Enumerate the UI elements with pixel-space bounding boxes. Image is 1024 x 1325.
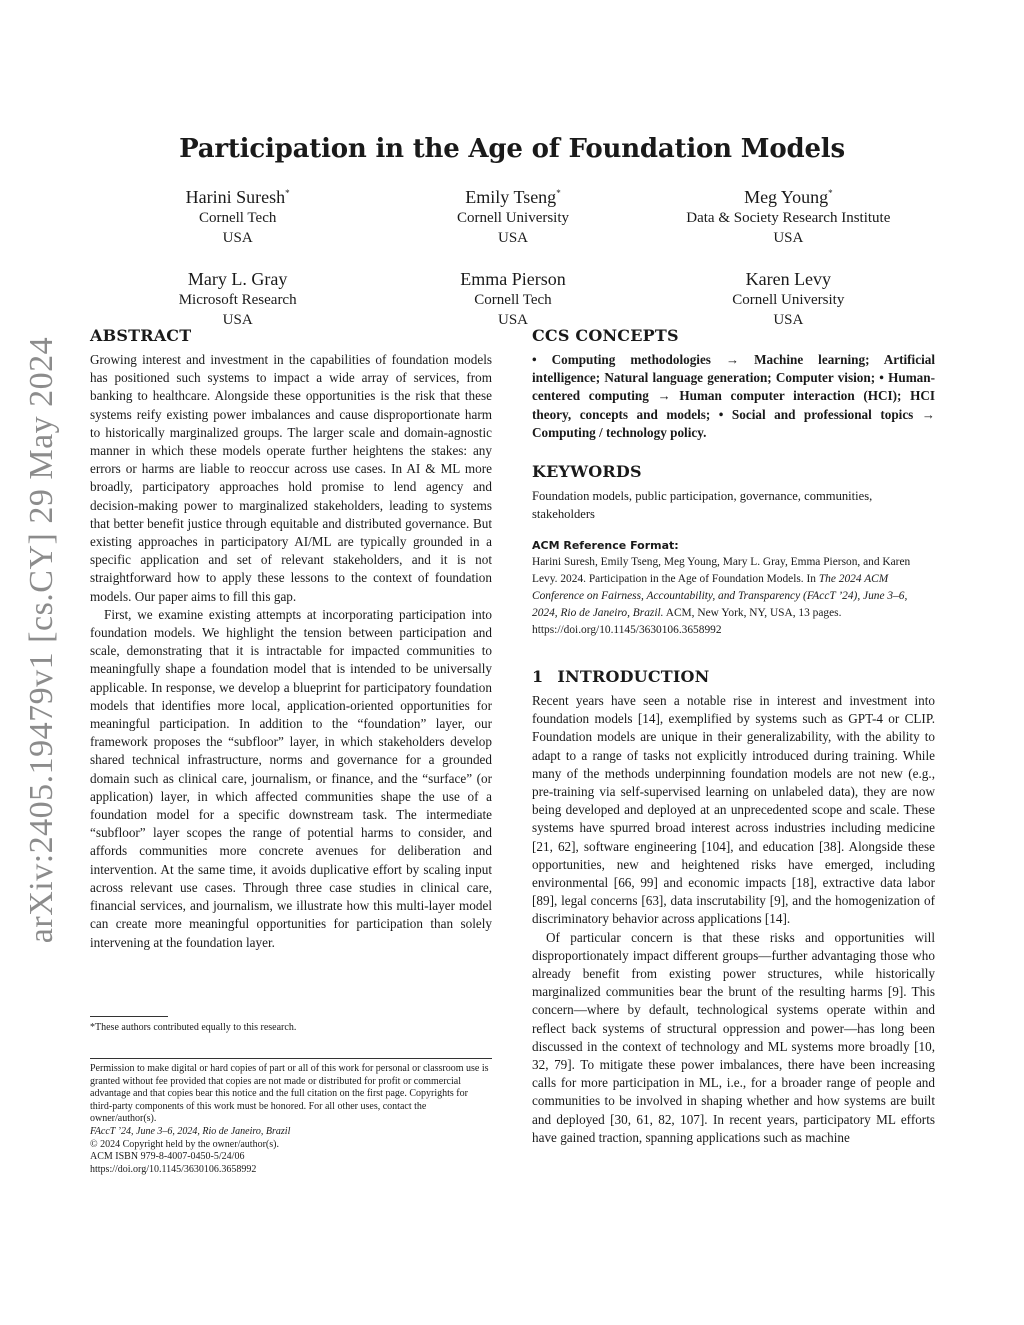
abstract-paragraph-1: Growing interest and investment in the capabilities of foundation models has positioned such systems to impact a wide array of services, from banking to healthcare. Alongside these opportunities is the risk that these systems reify existing power imbalances and cause disproportionate harm to historically marginalized groups. The larger scale and domain-agnostic manner in which these models operate further heightens the stakes: any errors or harms are liable to reoccur across use cases. In AI & ML more broadly, participatory approaches hold promise to lend agency and decision-making power to marginalized stakeholders, leading to systems that better benefit justice through equitable and distributed governance. But existing approaches in participatory AI/ML are typically grounded in a specific application and set of relevant stakeholders, and it is not straightforward how to apply these lessons to the context of foundation models. Our paper aims to fill this gap.: [90, 352, 492, 604]
equal-contribution-mark: *: [828, 188, 833, 198]
footnote-rule: [90, 1016, 168, 1017]
copyright-line: © 2024 Copyright held by the owner/author(s).: [90, 1138, 279, 1150]
section-title: INTRODUCTION: [557, 667, 710, 687]
right-column: [532, 326, 935, 1147]
author-affiliation: Cornell Tech: [474, 292, 552, 308]
author-country: USA: [497, 312, 528, 328]
permission-block: [90, 1063, 492, 1176]
acm-reference-heading: ACM Reference Format:: [532, 539, 679, 553]
introduction-paragraph-1: Recent years have seen a notable rise in interest and investment into foundation models [14], exemplified by systems such as GPT-4 or CLIP. Foundation models are unique in their generalizability, with the ability to adapt to a range of tasks not explicitly introduced during training. While many of the methods underpinning foundation models are not new (e.g., pre-training via self-supervised learning on unlabeled data), they are now being developed and deployed at an unprecedented scope and scale. These systems have spurred broad interest across industries including medicine [21, 62], software engineering [104], and education [38]. Alongside these opportunities, new and heightened risks have emerged, including environmental [66, 99] and economic impacts [18], extractive data labor [89], legal concerns [63], data inscrutability [9], and the homogenization of discriminatory behavior across applications [14].: [532, 693, 935, 927]
author-card: [651, 182, 926, 248]
author-card: [100, 182, 375, 248]
keywords-text: Foundation models, public participation, governance, communities, stakeholders: [532, 489, 873, 522]
isbn-line: ACM ISBN 979-8-4007-0450-5/24/06: [90, 1151, 245, 1163]
ccs-concepts-text: • Computing methodologies → Machine learning; Artificial intelligence; Natural language generation; Computer vision; • Human-centered computing → Human computer interaction (HCI); HCI theory, concepts and models; • Social and professional topics → Computing / technology policy.: [532, 352, 935, 440]
author-name: Emma Pierson: [460, 269, 566, 289]
author-name: Meg Young: [744, 187, 829, 207]
author-country: USA: [497, 230, 528, 246]
acm-reference-text: [532, 554, 935, 639]
keywords-heading: KEYWORDS: [532, 462, 642, 482]
author-name: Karen Levy: [745, 269, 832, 289]
author-card: [651, 264, 926, 330]
author-country: USA: [222, 230, 253, 246]
reference-venue: The 2024 ACM Conference on Fairness, Accountability, and Transparency (FAccT ’24), June 3–6, 2024, Rio de Janeiro, Brazil.: [532, 573, 908, 620]
author-name: Mary L. Gray: [187, 269, 288, 289]
author-affiliation: Cornell Tech: [198, 210, 277, 226]
equal-contribution-mark: *: [556, 188, 561, 198]
ccs-heading: CCS CONCEPTS: [532, 326, 679, 345]
permission-text: Permission to make digital or hard copies of part or all of this work for personal or classroom use is granted without fee provided that copies are not made or distributed for profit or commercial advantage and that copies bear this notice and the full citation on the first page. Copyrights for third-party components of this work must be honored. For all other uses, contact the owner/author(s).: [90, 1063, 489, 1125]
author-affiliation: Cornell University: [456, 210, 570, 226]
permission-rule: [90, 1058, 492, 1059]
abstract-heading: ABSTRACT: [90, 326, 192, 345]
author-card: [375, 264, 650, 330]
arxiv-identifier[interactable]: arXiv:2405.19479v1 [cs.CY] 29 May 2024: [23, 336, 61, 944]
author-country: USA: [222, 312, 253, 328]
reference-authors: Harini Suresh, Emily Tseng, Meg Young, Mary L. Gray, Emma Pierson, and Karen Levy. 2024. Participation in the Age of Foundation Models. In: [532, 556, 911, 586]
author-card: [375, 182, 650, 248]
reference-publisher: ACM, New York, NY, USA, 13 pages. https://doi.org/10.1145/3630106.3658992: [532, 607, 842, 637]
conference-venue: FAccT ’24, June 3–6, 2024, Rio de Janeiro, Brazil: [90, 1125, 291, 1137]
author-affiliation: Cornell University: [732, 292, 845, 308]
arxiv-side-stamp: [12, 336, 72, 944]
acm-reference-block: [532, 539, 935, 639]
section-number: 1: [532, 667, 544, 687]
author-card: [100, 264, 375, 330]
author-affiliation: Microsoft Research: [178, 292, 297, 308]
author-name: Emily Tseng: [465, 187, 557, 207]
author-affiliation: Data & Society Research Institute: [686, 210, 891, 226]
author-block: [100, 182, 926, 330]
introduction-heading: [532, 667, 935, 686]
author-country: USA: [773, 312, 804, 328]
author-country: USA: [773, 230, 804, 246]
abstract-paragraph-2: First, we examine existing attempts at incorporating participation into foundation models. We highlight the tension between participation and scale, demonstrating that it is intractable for impacted communities to meaningfully shape a foundation model that is intended to be universally applicable. In response, we develop a blueprint for participatory foundation models that identifies more local, application-oriented opportunities for meaningful participation. In addition to the “foundation” layer, our framework proposes the “subfloor” layer, in which stakeholders develop shared technical infrastructure, norms and governance for a grounded domain such as clinical care, journalism, or finance, and the “surface” (or application) layer, in which affected communities shape the use of a foundation model for a specific downstream task. The intermediate “subfloor” layer scopes the range of potential harms to consider, and affords communities more concrete avenues for deliberation and intervention. At the same time, it avoids duplicative effort by scaling input across relevant use cases. Through three case studies in clinical care, financial services, and journalism, we illustrate how this multi-layer model can create more meaningful opportunities for participation than solely intervening at the foundation layer.: [90, 606, 492, 950]
left-column: [90, 326, 492, 952]
paper-title: Participation in the Age of Foundation Models: [179, 134, 845, 164]
doi-link[interactable]: https://doi.org/10.1145/3630106.3658992: [90, 1163, 257, 1175]
author-name: Harini Suresh: [185, 187, 286, 207]
equal-contribution-mark: *: [285, 188, 290, 198]
equal-contribution-footnote: *These authors contributed equally to this research.: [90, 1022, 297, 1033]
introduction-paragraph-2: Of particular concern is that these risks and opportunities will disproportionately impact different groups—further advantaging those who already benefit from existing power structures, while historically marginalized communities bear the brunt of the resulting harms [9]. This concern—where by default, technological systems operate within and reflect back systems of structural oppression and power—has long been discussed in the context of technology and ML systems more broadly [10, 32, 79]. To mitigate these power imbalances, there have been increasing calls for more participation in ML, i.e., for a broader range of people and communities to be involved in shaping whether and how systems are built and deployed [30, 61, 82, 107]. In recent years, participatory ML efforts have gained traction, spanning applications such as machine: [532, 929, 935, 1145]
